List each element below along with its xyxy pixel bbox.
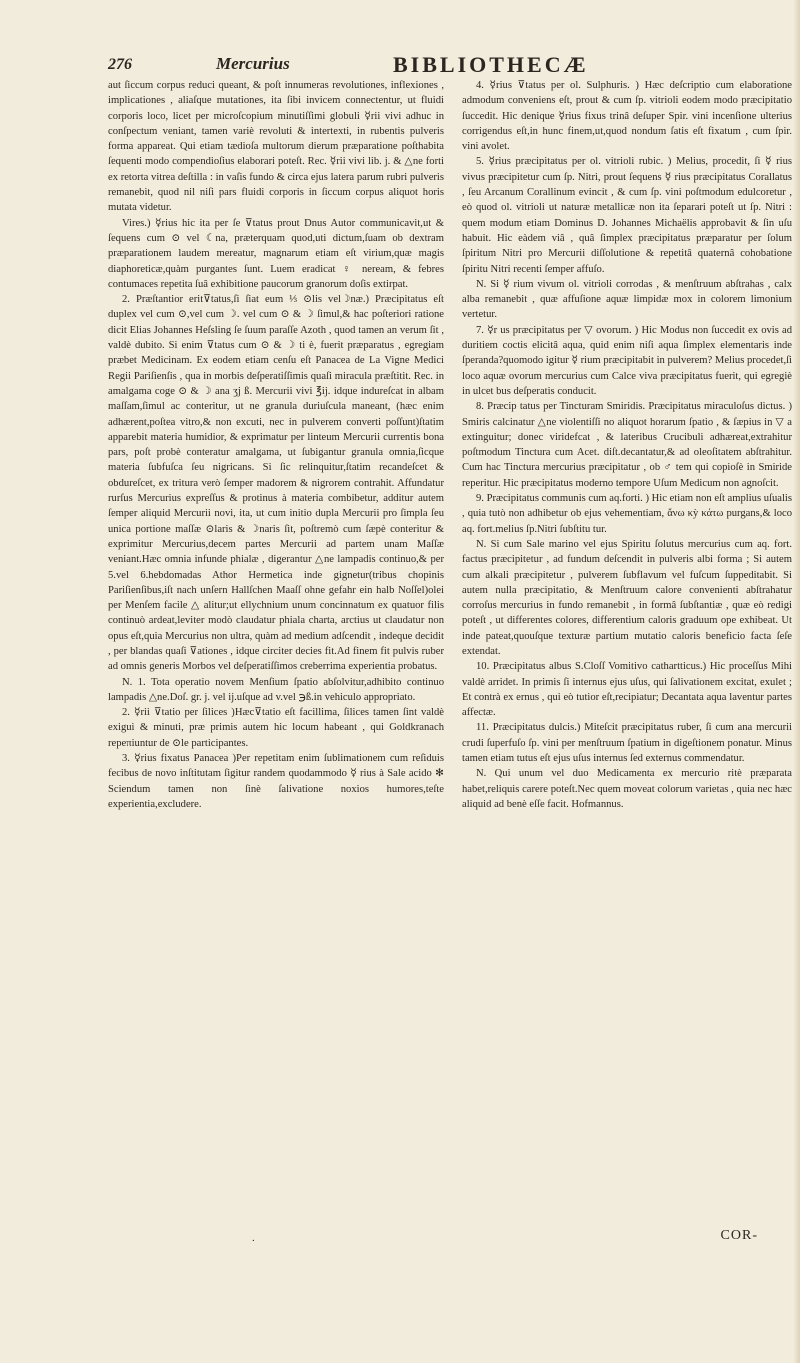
paragraph: N. Si cum Sale marino vel ejus Spiritu ſolutus mercurius cum aq. fort. factus præcipitetur , ad fundum deſcendit in pulveris albi forma ; Si autem cum alkali præcipitetur , pulverem ſubflavum vel fuſcum ſuppeditabit. Si autem nulla præcipitatio, & Menſtruum calore convenienti abſtrahatur corroſus mercurius in fundo remanebit , in formâ ſubſtantiæ , quæ eò redigi poteſt , ut differentes colores, differentium caloris graduum ope exhibeat. Ut inde pateat,quouſque texturæ partium mutatio caloris beneficio facta ſeſe extendat.: [462, 538, 792, 657]
left-column: [108, 78, 444, 812]
page-edge: [794, 0, 800, 1363]
right-column: [462, 78, 792, 812]
book-title: BIBLIOTHECÆ: [393, 52, 589, 77]
catchword: COR-: [720, 1228, 758, 1243]
running-head: Mercurius: [216, 54, 290, 73]
paragraph: N. Qui unum vel duo Medicamenta ex mercurio ritè præparata habet,reliquis carere poteſt.Nec quem moveat colorum varietas , quia nec hæc aliquid ad benè eſſe facit. Hofmannus.: [462, 768, 792, 810]
paragraph: 7. ☿r us præcipitatus per ▽ ovorum. ) Hic Modus non ſuccedit ex ovis ad duritiem coctis elicitâ aqua, quid enim niſi aqua ſimplex elementaris inde ſperanda?quomodo igitur ☿ rium præcipitabit in pulverem? Melius procedet,ſi loco aquæ ovorum mercurius cum Calce viva præcipitatus fuerit, qui egregiè in ulcet bus deſperatis conducit.: [462, 324, 792, 397]
paragraph: 10. Præcipitatus albus S.Cloſſ Vomitivo cathartticus.) Hic proceſſus Mihi valdè arridet. In primis ſi internus ejus uſus, qui ſalivationem excitat, exulet ; Et contrà ex ernus , qui eò tutior eſt,recipiatur; Decantata aqua laventur partes affectæ.: [462, 661, 792, 719]
paragraph: Vires.) ☿rius hic ita per ſe ⊽tatus prout Dnus Autor communicavit,ut & ſequens cum ⊙ vel ☾na, præterquam quod,uti dictum,ſuam ob dextram præparationem laudem mereatur, magnarum etiam eſt virium,quæ magis diaphoreticæ,quàm purgantes ſunt. Luem eradicat ♀ neream, & febres contumaces repetita ſuâ exhibitione paucorum granorum doſis extirpat.: [108, 217, 444, 290]
paragraph: 2. Præſtantior erit⊽tatus,ſi ſiat eum ⅓ ⊙lis vel☽næ.) Præcipitatus eſt duplex vel cum ⊙,vel cum ☽. vel cum ⊙ & ☽ ſimul,& hac poſteriori ratione dicit Elias Johannes Heſsling ſe ſuum paraſſe Azoth , quod tamen an verum ſit , valdè dubito. Si enim ⊽tatus cum ⊙ & ☽ ti è, fuerit præparatus , egregiam præbet Medicinam. Ex eodem etiam cenſu eſt Panacea de La Vigne Medici Regii Pariſienſis , qua in morbis deſperatiſſimis quaſi miracula præſtitit. Rec. in amalgama coge ⊙ & ☽ ana ʒj ß. Mercurii vivi ℥ij. idque indureſcat in albam maſſam,ſimul ac conteritur, ut ne granula duriuſcula maneant, (hæc enim adhærent,poſtea vitro,& non excuti, nec in pulverem converti poſſunt)ſtatim apparebit materia humidior, & exprimatur per linteum Mercurii currentis bona pars, poſt probè conteratur amalgama, ut ſubigantur granula omnia,ſicque materia ſubfuſca ſeu nigricans. Si ſic relinquitur,ſtatim recandeſcet & obdureſcet, ex tritura verò ſemper madorem & nigrorem contrahit. Affundatur rurſus Mercurius expreſſus & protinus à materia combibetur, additur autem ſemper aliquid Mercurii novi, ita, ut cum initio dupla Mercurii pro ſimpla ſeu unica portione maſſæ ⊙laris & ☽naris ſit, poſtremò cum ſæpè conteritur & exprimitur Mercurius,decem partes Mercurii ad partem unam Maſſæ veniant.Hæc omnia infunde phialæ , digerantur △ne lampadis continuo,& per 5.vel 6.hebdomadas Athor Hermetica inde gignetur(tribus chopinis Pariſienſibus,iſt nach unſern Hallſchen Maaſſ ohne gefahr ein halb Noſſel)olei per Menſem facile △ alitur;ut ellychnium unum concinnatum ex quatuor filis continuò ardeat,leviter modò claudatur phiala charta, arctius ut claudatur non opus eſt,quia Mercurius non ultra, quàm ad medium adſcendit , indeque decidit , per blandas quaſi ⊽ationes , idque circiter decies fit.Ad finem fit pulvis ruber ad omnis generis Morbos vel deſperatiſſimos creberrima experientia probatus.: [108, 294, 444, 673]
paragraph: 3. ☿rius fixatus Panacea )Per repetitam enim ſublimationem cum reſiduis fecibus de novo inſtitutam ſigitur randem quodammodo ☿ rius à Sale acido ✻ Sciendum tamen non ſinè ſalivatione noxios humores,teſte experientia,excludere.: [108, 753, 444, 810]
paragraph: 11. Præcipitatus dulcis.) Miteſcit præcipitatus ruber, ſi cum ana mercurii crudi ſuperfuſo ſp. vini per menſtruum ſpatium in digeſtionem ponatur. Minus tamen etiam tutus eſt ejus uſus internus ſed externus commendatur.: [462, 722, 792, 765]
signature-mark: .: [252, 1232, 255, 1244]
paragraph: 4. ☿rius ⊽tatus per ol. Sulphuris. ) Hæc deſcriptio cum elaboratione admodum conveniens eſt, prout & cum ſp. vitrioli eodem modo præcipitatio ſuccedit. Hic denique ☿rius fixus trinâ deſuper Spir. vini incenſione ulterius corrigendus eſt,in hunc finem,ut,quod nondum ſatis eſt fixatum , cum ſpir. vini avolet.: [462, 80, 792, 153]
paragraph: 2. ☿rii ⊽tatio per ſilices )Hæc⊽tatio eſt facillima, ſilices tamen ſint valdè exigui & minuti, præ primis autem hic locum habeant , qui Goldkranach repeπiuntur de ⊙le participantes.: [108, 707, 444, 749]
paragraph: N. 1. Tota operatio novem Menſium ſpatio abſolvitur,adhibito continuo lampadis △ne.Doſ. gr. j. vel ij.uſque ad v.vel ℈ß.in vehiculo appropriato.: [108, 676, 444, 703]
paragraph: N. Si ☿ rium vivum ol. vitrioli corrodas , & menſtruum abſtrahas , calx alba remanebit , quæ affuſione aquæ limpidæ mox in colorem limonium vertetur.: [462, 278, 792, 321]
paragraph: aut ſiccum corpus reduci queant, & poſt innumeras revolutiones, inflexiones , implicationes , aliaſque mutationes, ita ſibi invicem connectentur, ut fluidi corporis loco, licet per microſcopium minutiſſimi globuli ☿rii vivi adhuc in conſpectum veniant, tamen variè revoluti & intertexti, in rubentis pulveris forma appareat. Qui etiam tædioſa multorum dierum præparatione poſthabita ſequenti modo compendioſius elaborari poteſt. Rec. ☿rii vivi lib. j. & △ne forti ex retorta vitrea deſtilla : in vaſis fundo & circa ejus latera parum rubri pulveris remanebit, quod nil niſi pars fluidi corporis in ſiccum corpus aliquot horis mutata videtur.: [108, 80, 444, 214]
page-header: [108, 52, 760, 78]
paragraph: 9. Præcipitatus communis cum aq.forti. ) Hic etiam non eſt amplius uſualis , quia tutò non adhibetur ob ejus vehementiam, ἄνω κỳ κάτω purgans,& loco aq. fort.melius ſp.Nitri ſubſtitu tur.: [462, 493, 792, 535]
page-number: 276: [108, 56, 132, 73]
paragraph: 5. ☿rius præcipitatus per ol. vitrioli rubic. ) Melius, procedit, ſi ☿ rius vivus præcipitetur cum ſp. Nitri, prout ſequens ☿ rius præcipitatus Corallatus , ſeu Arcanum Corallinum evincit , & cum ſp. vini poſtmodum edulcoretur , eò quod ol. vitrioli ut naturæ metallicæ non ita ſeparari poteſt ut ſp. Nitri : quem modum etiam Dominus D. Johannes Michaëlis approbavit & ſin uſu habuit. Hic eàdem viâ , quâ ſimplex præcipitatus præparatur per ſolum ſpiritum Nitri pro Mercurii diſſolutione & repetitâ quaternâ cohobatione ſpiritu Nitri recenti ſemper affuſo.: [462, 156, 792, 275]
paragraph: 8. Præcip tatus per Tincturam Smiridis. Præcipitatus miraculoſus dictus. ) Smiris calcinatur △ne violentiſſi no aliquot horarum ſpatio , & ſæpius in ▽ a extinguitur; donec viridefcat , & lateribus Crucibuli adhæreat,extrahitur poſtmodum Tinctura cum Acet. diſt.decantatur,& ad oleoſitatem abſtrahitur. Cum hac Tinctura mercurius præcipitatur , ob ♂ tem qui copioſè in Smiride reperitur. Hic præcipitatus moderno tempore Uſum Medicum non agnoſcit.: [462, 401, 792, 489]
